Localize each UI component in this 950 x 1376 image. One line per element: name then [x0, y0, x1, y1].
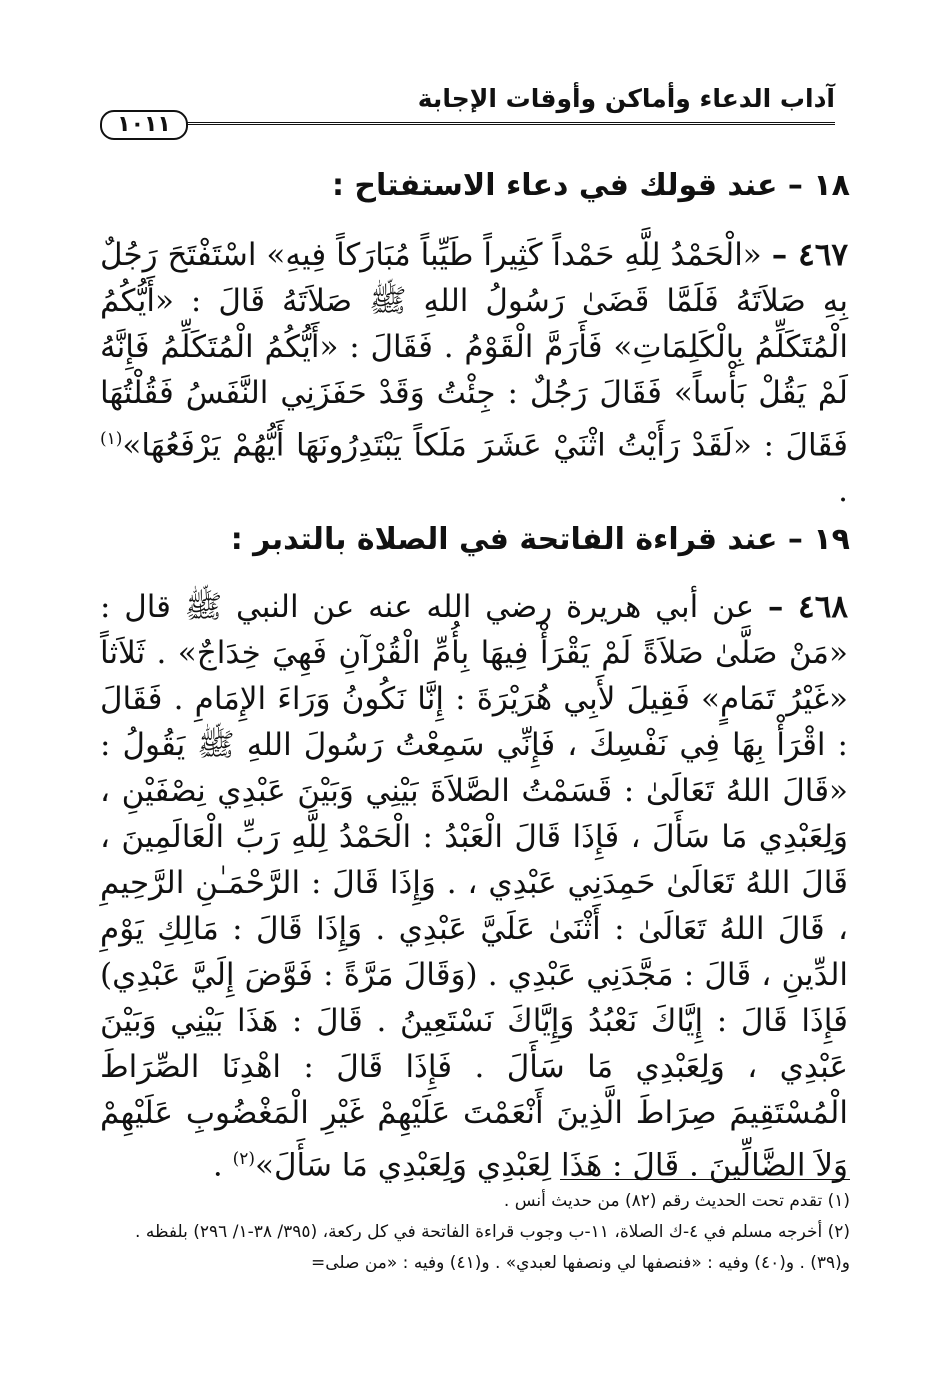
hadith-text: «الْحَمْدُ لِلَّهِ حَمْداً كَثِيراً طَيِّباً مُبَارَكاً فِيهِ» اسْتَفْتَحَ رَجُلٌ بِهِ صَلاَتَهُ فَلَمَّا قَضَىٰ رَسُولُ اللهِ ﷺ صَلاَتَهُ قَالَ : «أَيُّكُمُ الْمُتَكَلِّمُ بِالْكَلِمَاتِ» فَأَرَمَّ الْقَوْمُ . فَقَالَ : «أَيُّكُمُ الْمُتَكَلِّمُ فَإِنَّهُ لَمْ يَقُلْ بَأْساً» فَقَالَ رَجُلٌ : جِئْتُ وَقَدْ حَفَزَنِي النَّفَسُ فَقُلْتُهَا فَقَالَ : «لَقَدْ رَأَيْتُ اثْنَيْ عَشَرَ مَلَكاً يَبْتَدِرُونَهَا أَيُّهُمْ يَرْفَعُهَا»: [100, 237, 848, 464]
footnote-2: (٢) أخرجه مسلم في ٤-ك الصلاة، ١١-ب وجوب قراءة الفاتحة في كل ركعة، (٣٩٥/ ٣٨-١/ ٢٩٦) بلفظه . و(٣٩) . و(٤٠) وفيه : «فنصفها لي ونصفها لعبدي» . و(٤١) وفيه : «من صلى=: [135, 1222, 850, 1273]
section-heading-18: ١٨ – عند قولك في دعاء الاستفتاح :: [331, 168, 850, 203]
footnote-rule: [560, 1179, 850, 1180]
running-title: آداب الدعاء وأماكن وأوقات الإجابة: [417, 84, 835, 113]
hadith-text: عن أبي هريرة رضي الله عنه عن النبي ﷺ قال : «مَنْ صَلَّىٰ صَلاَةً لَمْ يَقْرَأْ فِيهَا بِأُمِّ الْقُرْآنِ فَهِيَ خِدَاجٌ» . ثَلاَثاً «غَيْرُ تَمَامٍ» فَقِيلَ لأَبِي هُرَيْرَةَ : إِنَّا نَكُونُ وَرَاءَ الإِمَامِ . فَقَالَ : اقْرَأْ بِهَا فِي نَفْسِكَ ، فَإِنِّي سَمِعْتُ رَسُولَ اللهِ ﷺ يَقُولُ : «قَالَ اللهُ تَعَالَىٰ : قَسَمْتُ الصَّلاَةَ بَيْنِي وَبَيْنَ عَبْدِي نِصْفَيْنِ ، وَلِعَبْدِي مَا سَأَلَ ، فَإِذَا قَالَ الْعَبْدُ : الْحَمْدُ لِلَّهِ رَبِّ الْعَالَمِينَ ، قَالَ اللهُ تَعَالَىٰ حَمِدَنِي عَبْدِي ، . وَإِذَا قَالَ : الرَّحْمَـٰنِ الرَّحِيمِ ، قَالَ اللهُ تَعَالَىٰ : أَثْنَىٰ عَلَيَّ عَبْدِي . وَإِذَا قَالَ : مَالِكِ يَوْمِ الدِّينِ ، قَالَ : مَجَّدَنِي عَبْدِي . (وَقَالَ مَرَّةً : فَوَّضَ إِلَيَّ عَبْدِي) فَإِذَا قَالَ : إِيَّاكَ نَعْبُدُ وَإِيَّاكَ نَسْتَعِينُ . قَالَ : هَذَا بَيْنِي وَبَيْنَ عَبْدِي ، وَلِعَبْدِي مَا سَأَلَ . فَإِذَا قَالَ : اهْدِنَا الصِّرَاطَ الْمُسْتَقِيمَ صِرَاطَ الَّذِينَ أَنْعَمْتَ عَلَيْهِمْ غَيْرِ الْمَغْضُوبِ عَلَيْهِمْ وَلاَ الضَّالِّينَ . قَالَ : هَذَا لِعَبْدِي وَلِعَبْدِي مَا سَأَلَ»: [100, 589, 848, 1184]
footnote-1: (١) تقدم تحت الحديث رقم (٨٢) من حديث أنس .: [503, 1191, 850, 1211]
page-number: ١٠١١: [100, 110, 188, 140]
footnote-reference: (١): [100, 429, 123, 449]
hadith-468-paragraph: [100, 584, 848, 1188]
hadith-467-paragraph: [100, 232, 848, 514]
hadith-number: ٤٦٨ –: [767, 589, 848, 625]
header-rule: [180, 122, 835, 125]
hadith-end-punctuation: .: [212, 1147, 233, 1184]
section-heading-19: ١٩ – عند قراءة الفاتحة في الصلاة بالتدبر :: [230, 522, 850, 557]
footnote-reference: (٢): [232, 1149, 256, 1169]
hadith-number: ٤٦٧ –: [771, 237, 849, 273]
hadith-end-punctuation: .: [838, 473, 848, 510]
footnotes: [100, 1186, 850, 1279]
